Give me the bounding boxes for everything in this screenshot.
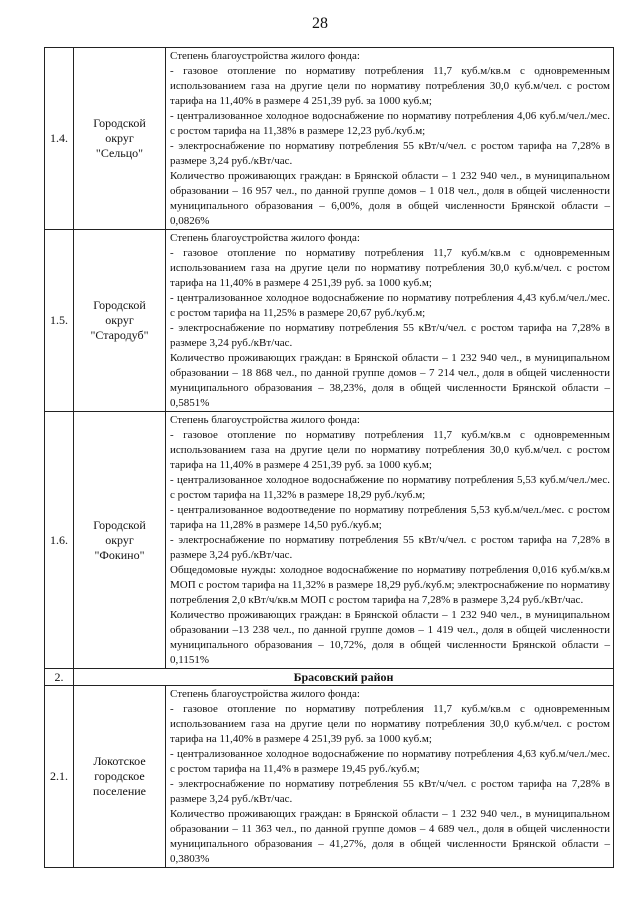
description-cell xyxy=(166,48,614,230)
paragraph: Степень благоустройства жилого фонда: xyxy=(170,232,360,244)
paragraph: Степень благоустройства жилого фонда: xyxy=(170,50,360,62)
paragraph: - централизованное холодное водоснабжение по нормативу потребления 4,43 куб.м/чел./мес. с ростом тарифа на 11,25% в размере 20,67 руб./куб.м; xyxy=(170,292,610,319)
paragraph: Общедомовые нужды: холодное водоснабжение по нормативу потребления 0,016 куб.м/кв.м МОП с ростом тарифа на 11,32% в размере 18,29 руб./куб.м; электроснабжение по нормативу потребления 2,0 кВт/ч/кв.м МОП с ростом тарифа на 7,28% в размере 3,24 руб./кВт/час. xyxy=(170,564,610,606)
paragraph: - газовое отопление по нормативу потребления 11,7 куб.м/кв.м с одновременным использованием газа на другие цели по нормативу потребления 30,0 куб.м/чел. с ростом тарифа на 11,40% в размере 4 251,39 руб. за 1000 куб.м; xyxy=(170,703,610,745)
paragraph: - электроснабжение по нормативу потребления 55 кВт/ч/чел. с ростом тарифа на 7,28% в размере 3,24 руб./кВт/час. xyxy=(170,534,610,561)
table-row xyxy=(45,48,614,230)
paragraph: Степень благоустройства жилого фонда: xyxy=(170,688,360,700)
paragraph: - газовое отопление по нормативу потребления 11,7 куб.м/кв.м с одновременным использованием газа на другие цели по нормативу потребления 30,0 куб.м/чел. с ростом тарифа на 11,40% в размере 4 251,39 руб. за 1000 куб.м; xyxy=(170,429,610,471)
name-line: Городской xyxy=(93,517,146,532)
name-line: "Стародуб" xyxy=(90,328,149,342)
paragraph: Количество проживающих граждан: в Брянской области – 1 232 940 чел., в муниципальном образовании – 11 363 чел., по данной группе домов – 4 689 чел., доля в общей численности муниципального образования – 41,27%, доля в общей численности Брянской области – 0,3803% xyxy=(170,808,610,865)
paragraph: Степень благоустройства жилого фонда: xyxy=(170,414,360,426)
table-row xyxy=(45,686,614,868)
paragraph: - электроснабжение по нормативу потребления 55 кВт/ч/чел. с ростом тарифа на 7,28% в размере 3,24 руб./кВт/час. xyxy=(170,778,610,805)
row-number: 1.6. xyxy=(45,412,74,669)
name-line: округ xyxy=(105,313,134,327)
row-number: 1.4. xyxy=(45,48,74,230)
paragraph: - газовое отопление по нормативу потребления 11,7 куб.м/кв.м с одновременным использованием газа на другие цели по нормативу потребления 30,0 куб.м/чел. с ростом тарифа на 11,40% в размере 4 251,39 руб. за 1000 куб.м; xyxy=(170,247,610,289)
description-cell xyxy=(166,686,614,868)
name-line: Локотское xyxy=(93,754,146,768)
name-line: поселение xyxy=(92,784,146,798)
name-line: Городской xyxy=(93,298,146,312)
table-row xyxy=(45,230,614,412)
description-cell xyxy=(166,412,614,669)
name-line: округ xyxy=(105,131,134,145)
paragraph: Количество проживающих граждан: в Брянской области – 1 232 940 чел., в муниципальном образовании – 18 868 чел., по данной группе домов – 7 214 чел., доля в общей численности муниципального образования – 38,23%, доля в общей численности Брянской области – 0,5851% xyxy=(170,352,610,409)
municipality-name xyxy=(74,412,166,669)
paragraph: - централизованное холодное водоснабжение по нормативу потребления 5,53 куб.м/чел./мес. с ростом тарифа на 11,32% в размере 18,29 руб./куб.м; xyxy=(170,474,610,501)
paragraph: Количество проживающих граждан: в Брянской области – 1 232 940 чел., в муниципальном образовании – 16 957 чел., по данной группе домов – 1 018 чел., доля в общей численности муниципального образования – 6,00%, доля в общей численности Брянской области – 0,0826% xyxy=(170,170,610,227)
name-line: "Фокино" xyxy=(94,547,145,562)
paragraph: - централизованное холодное водоснабжение по нормативу потребления 4,06 куб.м/чел./мес. с ростом тарифа на 11,38% в размере 12,23 руб./куб.м; xyxy=(170,110,610,137)
paragraph: - централизованное холодное водоснабжение по нормативу потребления 4,63 куб.м/чел./мес. с ростом тарифа на 11,4% в размере 19,45 руб./куб.м; xyxy=(170,748,610,775)
municipality-name xyxy=(74,48,166,230)
paragraph: Количество проживающих граждан: в Брянской области – 1 232 940 чел., в муниципальном образовании –13 238 чел., по данной группе домов – 1 419 чел., доля в общей численности муниципального образования – 10,72%, доля в общей численности Брянской области – 0,1151% xyxy=(170,609,610,666)
paragraph: - электроснабжение по нормативу потребления 55 кВт/ч/чел. с ростом тарифа на 7,28% в размере 3,24 руб./кВт/час. xyxy=(170,322,610,349)
description-cell xyxy=(166,230,614,412)
section-number: 2. xyxy=(45,669,74,686)
table-row xyxy=(45,412,614,669)
municipality-name xyxy=(74,230,166,412)
tariff-table xyxy=(44,47,614,868)
row-number: 2.1. xyxy=(45,686,74,868)
section-row xyxy=(45,669,614,686)
paragraph: - централизованное водоотведение по нормативу потребления 5,53 куб.м/чел./мес. с ростом тарифа на 11,28% в размере 14,50 руб./куб.м; xyxy=(170,504,610,531)
name-line: Городской xyxy=(93,116,146,130)
section-title: Брасовский район xyxy=(74,669,614,686)
name-line: городское xyxy=(94,769,145,783)
paragraph: - газовое отопление по нормативу потребления 11,7 куб.м/кв.м с одновременным использованием газа на другие цели по нормативу потребления 30,0 куб.м/чел. с ростом тарифа на 11,40% в размере 4 251,39 руб. за 1000 куб.м; xyxy=(170,65,610,107)
municipality-name xyxy=(74,686,166,868)
page-number: 28 xyxy=(312,15,328,32)
row-number: 1.5. xyxy=(45,230,74,412)
name-line: "Сельцо" xyxy=(95,146,144,160)
paragraph: - электроснабжение по нормативу потребления 55 кВт/ч/чел. с ростом тарифа на 7,28% в размере 3,24 руб./кВт/час. xyxy=(170,140,610,167)
name-line: округ xyxy=(105,532,134,547)
